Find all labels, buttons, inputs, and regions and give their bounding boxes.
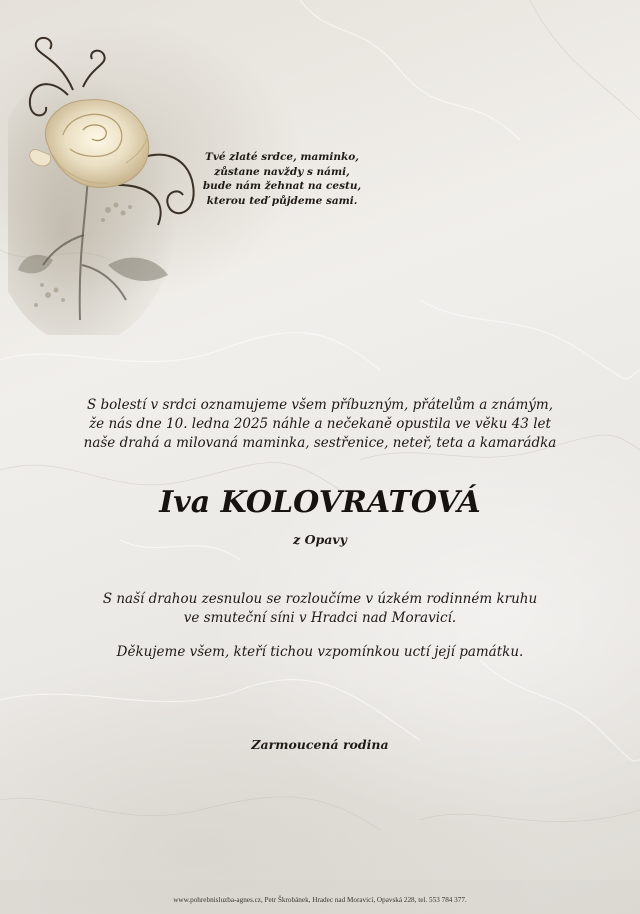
announcement-line: S bolestí v srdci oznamujeme všem příbuzným, přátelům a známým, [86, 397, 553, 413]
deceased-name: Iva KOLOVRATOVÁ [159, 485, 481, 520]
poem-line: kterou teď půjdeme sami. [206, 194, 358, 207]
rose-illustration [8, 35, 208, 335]
farewell-text [60, 590, 580, 628]
poem-line: bude nám žehnat na cestu, [202, 180, 362, 192]
family-signature: Zarmoucená rodina [251, 737, 389, 752]
deceased-origin: z Opavy [293, 532, 347, 547]
thanks-text: Děkujeme všem, kteří tichou vzpomínkou uctí její památku. [116, 644, 524, 660]
funeral-service-footer: www.pohrebnisluzba-agnes.cz, Petr Škrobánek, Hradec nad Moravicí, Opavská 228, tel. 553 784 377. [173, 896, 467, 904]
announcement-line: naše drahá a milovaná maminka, sestřenice, neteř, teta a kamarádka [83, 435, 557, 451]
announcement-text [60, 396, 580, 453]
memorial-poem [192, 150, 372, 208]
farewell-line: ve smuteční síni v Hradci nad Moravicí. [183, 610, 457, 626]
announcement-line: že nás dne 10. ledna 2025 náhle a nečekaně opustila ve věku 43 let [89, 416, 551, 432]
poem-line: zůstane navždy s námi, [214, 165, 350, 178]
poem-line: Tvé zlaté srdce, maminko, [205, 151, 359, 163]
farewell-line: S naší drahou zesnulou se rozloučíme v úzkém rodinném kruhu [102, 591, 538, 607]
portrait-photo [385, 72, 545, 262]
